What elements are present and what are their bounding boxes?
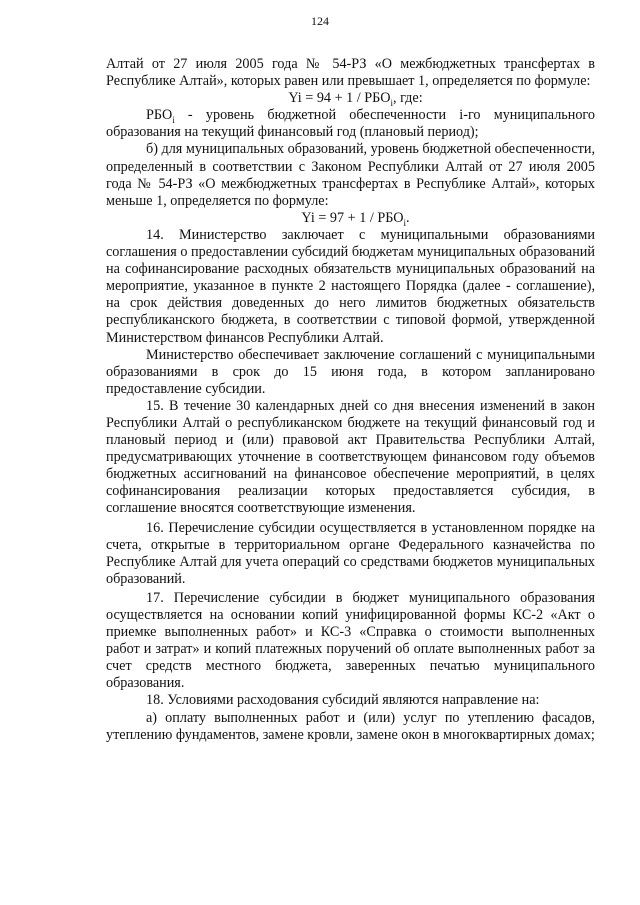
paragraph-18: 18. Условиями расходования субсидий являются направление на: <box>146 692 540 709</box>
page-number: 124 <box>311 14 329 28</box>
rbo-definition-text: - уровень бюджетной обеспеченности i-го муниципального образования на текущий финансовый год (плановый период); <box>106 107 595 141</box>
rbo-subscript: i <box>172 115 175 126</box>
paragraph-17: 17. Перечисление субсидии в бюджет муниципального образования осуществляется на основании копий унифицированной формы КС-2 «Акт о приемке выполненных работ» и КС-3 «Справка о стоимости выполненных работ и затрат» и копий платежных поручений об оплате выполненных работ за счет средств местного бюджета, заверенных печатью муниципального образования. <box>106 589 595 692</box>
formula-lt-one-subscript: i <box>403 217 407 228</box>
document-body <box>106 56 595 744</box>
paragraph-b: б) для муниципальных образований, уровень бюджетной обеспеченности, определенный в соответствии с Законом Республики Алтай от 27 июля 2005 года № 54-РЗ «О межбюджетных трансфертах в Республике Алтай», которых меньше 1, определяется по формуле: <box>106 141 595 209</box>
paragraph-continuation: Алтай от 27 июля 2005 года № 54-РЗ «О межбюджетных трансфертах в Республике Алтай», которых равен или превышает 1, определяется по формуле: <box>106 56 595 90</box>
formula-lt-one <box>106 210 595 227</box>
formula-ge-one-subscript: i <box>390 98 393 109</box>
paragraph-rbo-definition <box>106 107 595 141</box>
formula-ge-one <box>106 90 595 107</box>
formula-ge-one-main: Yi = 94 + 1 / РБО <box>288 90 391 107</box>
formula-lt-one-tail: . <box>406 209 410 226</box>
paragraph-15: 15. В течение 30 календарных дней со дня внесения изменений в закон Республики Алтай о республиканском бюджете на текущий финансовый год и плановый период и (или) правовой акт Правительства Республики Алтай, предусматривающих уточнение в соответствующем финансовом году объемов бюджетных ассигнований на финансовое обеспечение мероприятий, в целях софинансирования реализации которых предоставляется субсидия, в соглашение вносятся соответствующие изменения. <box>106 397 595 517</box>
paragraph-16: 16. Перечисление субсидии осуществляется в установленном порядке на счета, открытые в территориальном органе Федерального казначейства по Республике Алтай для учета операций со средствами бюджетов муниципальных образований. <box>106 519 595 587</box>
formula-ge-one-tail: , где: <box>392 90 423 107</box>
paragraph-18a: а) оплату выполненных работ и (или) услуг по утеплению фасадов, утеплению фундаментов, замене кровли, замене окон в многоквартирных домах; <box>106 709 595 743</box>
paragraph-14-deadline: Министерство обеспечивает заключение соглашений с муниципальными образованиями в срок до 15 июня года, в котором запланировано предоставление субсидии. <box>106 346 595 397</box>
formula-lt-one-main: Yi = 97 + 1 / РБО <box>301 209 404 226</box>
rbo-term: РБО <box>146 107 173 124</box>
paragraph-14: 14. Министерство заключает с муниципальными образованиями соглашения о предоставлении субсидий бюджетам муниципальных образований на софинансирование расходных обязательств муниципальных образований на мероприятие, указанное в пункте 2 настоящего Порядка (далее - соглашение), на срок действия доведенных до него лимитов бюджетных обязательств республиканского бюджета, в соответствии с типовой формой, утвержденной Министерством финансов Республики Алтай. <box>106 226 595 346</box>
